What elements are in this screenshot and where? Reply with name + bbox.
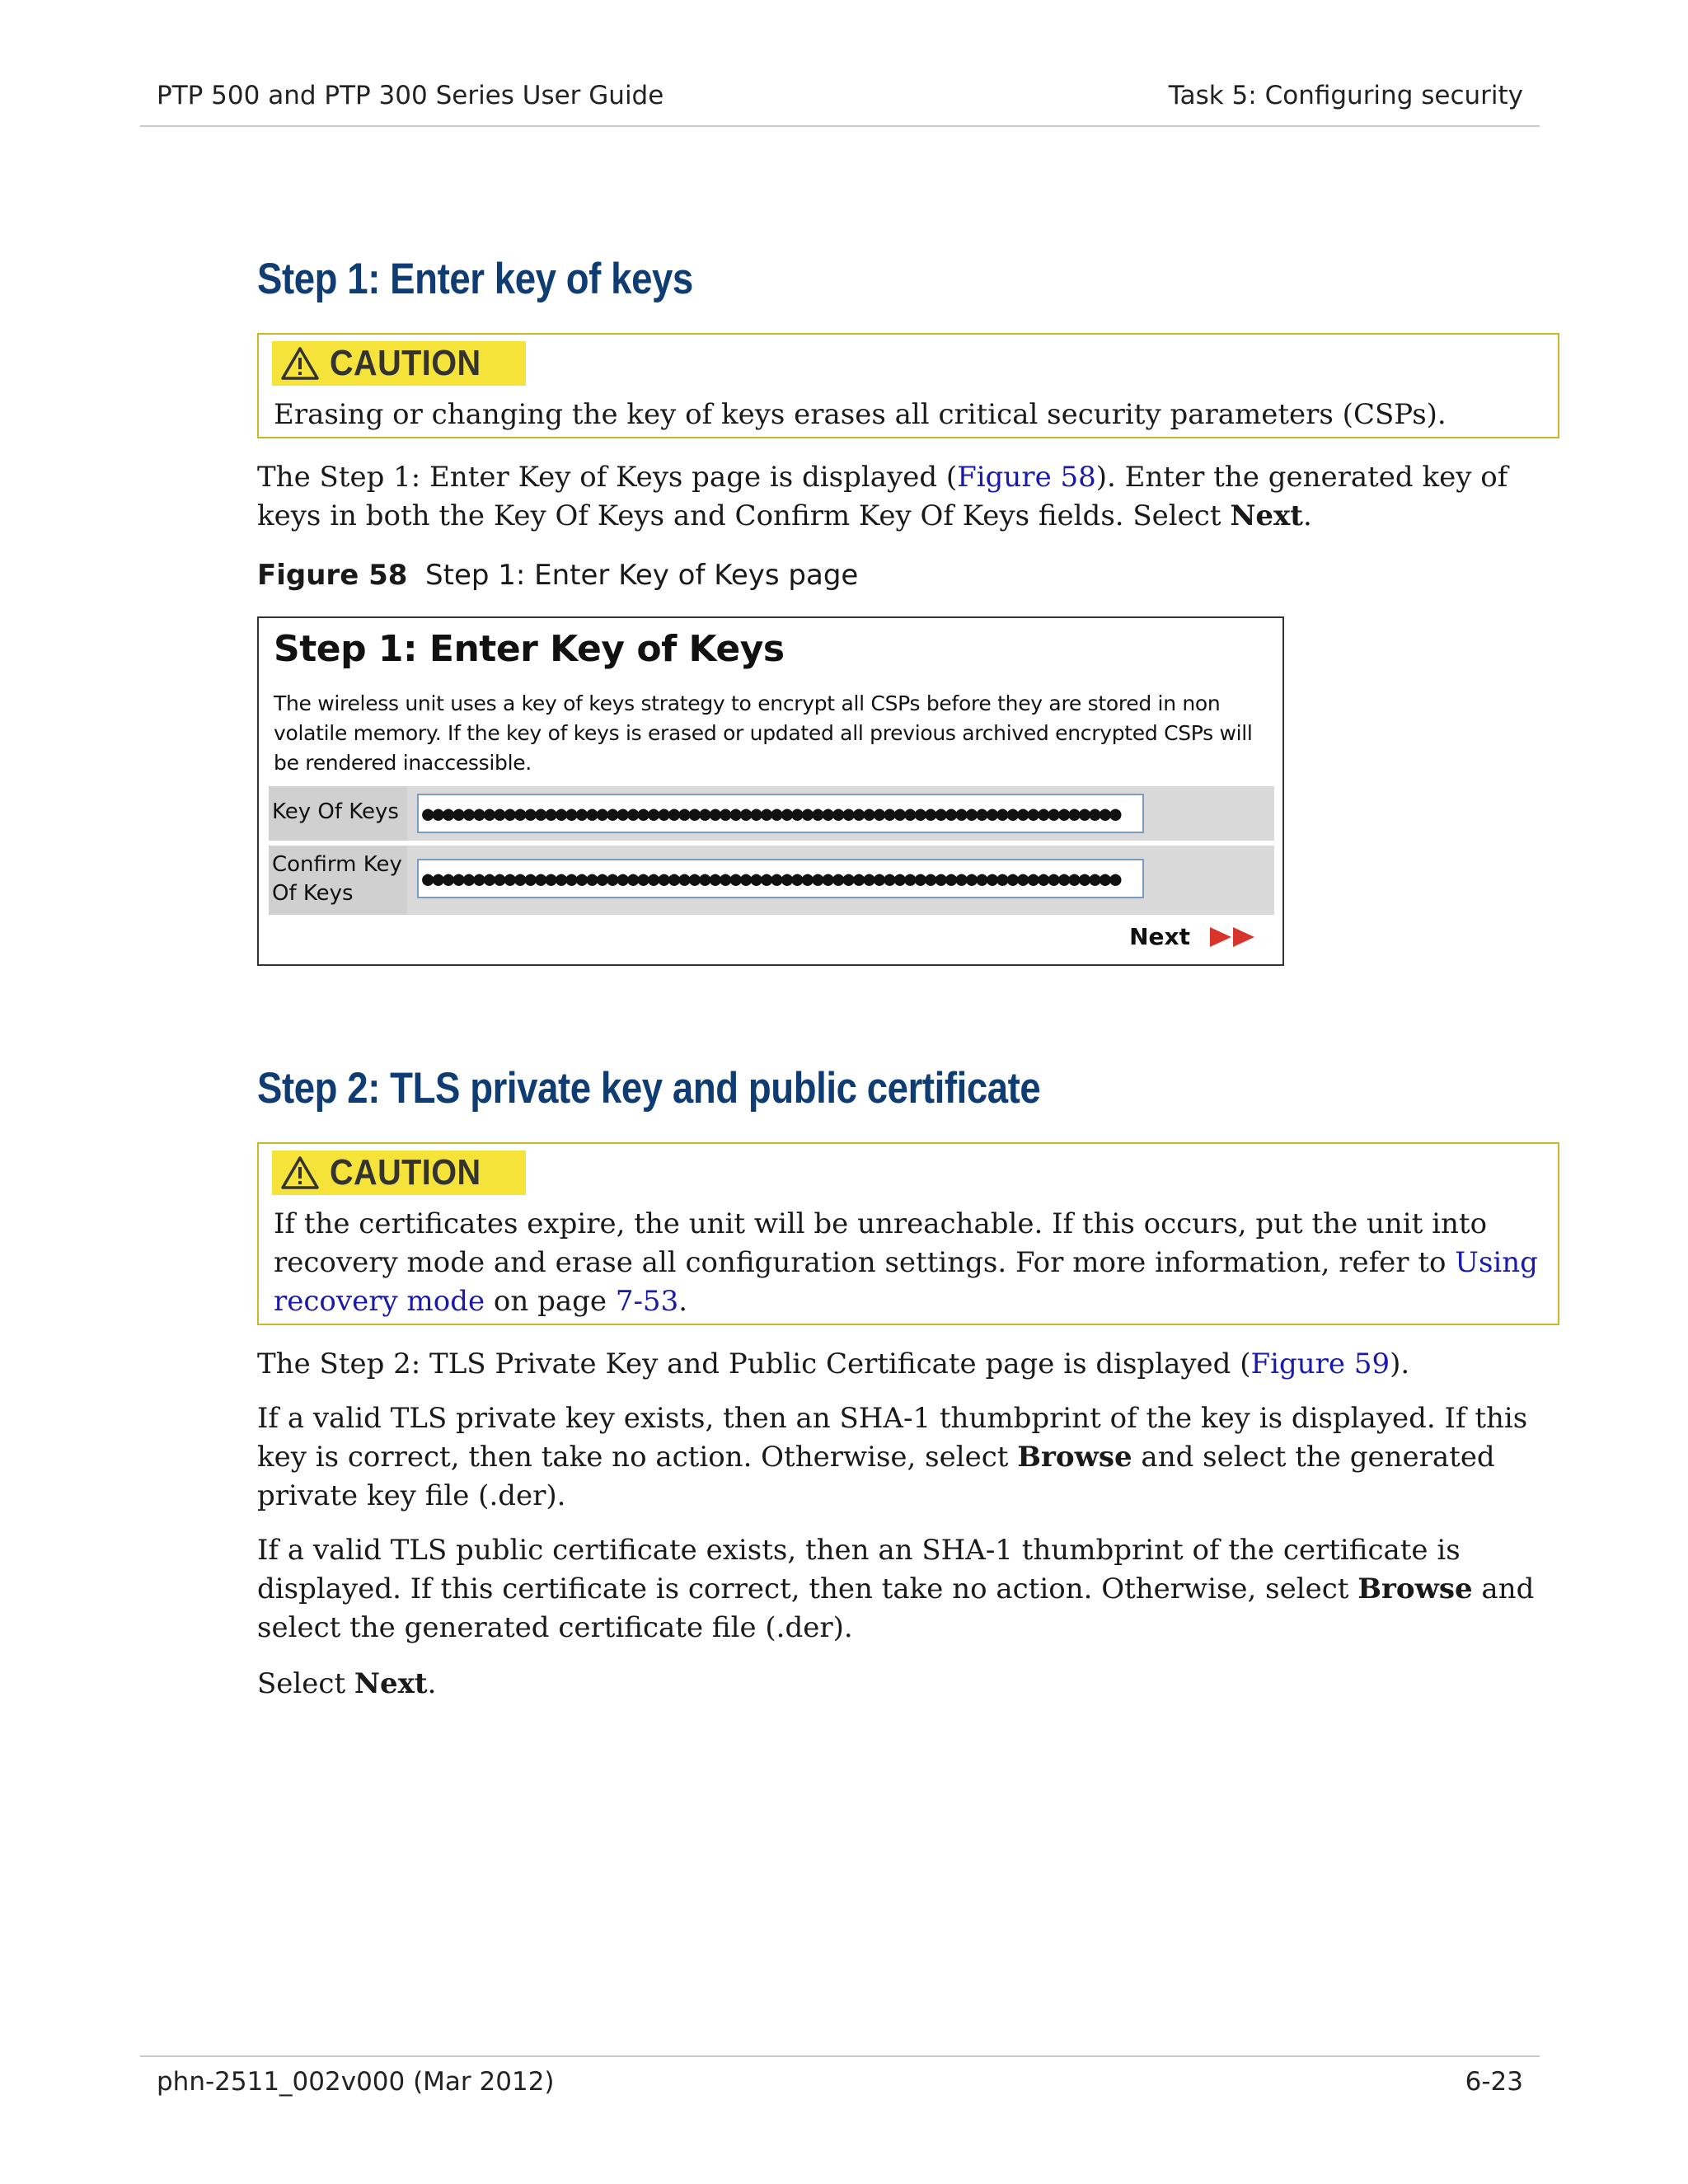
- text-span: and select the generated private key file (.der).: [257, 1441, 1495, 1512]
- caution-label: [272, 341, 526, 386]
- text-span: The Step 2: TLS Private Key and Public Certificate page is displayed (: [257, 1347, 1251, 1380]
- caution-label: [272, 1151, 526, 1195]
- running-header-left: PTP 500 and PTP 300 Series User Guide: [157, 81, 664, 110]
- figure-page-description: The wireless unit uses a key of keys strategy to encrypt all CSPs before they are stored in non volatile memory. If the key of keys is erased or updated all previous archived encrypted CSPs will be rendered inaccessible.: [274, 691, 1253, 775]
- figure-number: Figure 58: [257, 559, 408, 592]
- text-span: If the certificates expire, the unit will be unreachable. If this occurs, put the unit into recovery mode and erase all configuration settings. For more information, refer to: [274, 1207, 1488, 1279]
- header-rule: [140, 125, 1540, 127]
- bold-browse: Browse: [1017, 1441, 1132, 1474]
- step2-paragraph-1: [257, 1345, 1543, 1384]
- footer-page-number: 6-23: [1465, 2067, 1523, 2097]
- figure-caption-text: Step 1: Enter Key of Keys page: [425, 559, 859, 592]
- using-recovery-mode-link[interactable]: Using recovery mode: [274, 1246, 1538, 1318]
- confirm-key-input[interactable]: ●●●●●●●●●●●●●●●●●●●●●●●●●●●●●●●●●●●●●●●●●●●●●●●●●●●●●●●●●●●●●●●●●●●●: [417, 859, 1144, 898]
- warning-icon: [280, 1155, 320, 1190]
- footer-rule: [140, 2055, 1540, 2057]
- text-span: .: [1303, 499, 1312, 532]
- caution-box-step2: [257, 1142, 1559, 1325]
- text-span: Select: [257, 1667, 354, 1700]
- text-span: The Step 1: Enter Key of Keys page is displayed (: [257, 461, 958, 494]
- page-7-53-link[interactable]: 7-53: [615, 1285, 679, 1318]
- text-span: and select the generated certificate file (.der).: [257, 1572, 1535, 1644]
- caution-word: CAUTION: [330, 343, 481, 383]
- caution-box-step1: [257, 333, 1559, 438]
- text-span: on page: [485, 1285, 616, 1318]
- double-arrow-right-icon: [1208, 925, 1258, 949]
- text-span: If a valid TLS public certificate exists, then an SHA-1 thumbprint of the certificate is displayed. If this certificate is correct, then take no action. Otherwise, select: [257, 1534, 1461, 1605]
- confirm-key-row: [269, 846, 1274, 915]
- next-button[interactable]: [1129, 923, 1258, 950]
- text-span: If a valid TLS private key exists, then an SHA-1 thumbprint of the key is displayed. If this key is correct, then take no action. Otherwise, select: [257, 1402, 1528, 1474]
- text-span: .: [427, 1667, 437, 1700]
- bold-next: Next: [1230, 499, 1303, 532]
- figure-caption: [257, 559, 858, 592]
- text-span: .: [678, 1285, 688, 1318]
- caution-word: CAUTION: [330, 1152, 481, 1193]
- caution-text: Erasing or changing the key of keys erases all critical security parameters (CSPs).: [274, 398, 1447, 431]
- key-of-keys-row: [269, 786, 1274, 841]
- key-of-keys-input[interactable]: ●●●●●●●●●●●●●●●●●●●●●●●●●●●●●●●●●●●●●●●●●●●●●●●●●●●●●●●●●●●●●●●●●●●●: [417, 794, 1144, 833]
- caution-text: [274, 1205, 1543, 1321]
- step2-heading: Step 2: TLS private key and public certificate: [257, 1064, 1041, 1113]
- step1-paragraph: [257, 458, 1543, 536]
- figure-58-link[interactable]: Figure 58: [957, 461, 1096, 494]
- key-of-keys-label: Key Of Keys: [269, 786, 407, 841]
- step2-paragraph-2: [257, 1399, 1543, 1516]
- running-header-right: Task 5: Configuring security: [1168, 81, 1523, 110]
- confirm-key-label: Confirm Key Of Keys: [269, 846, 407, 915]
- warning-icon: [280, 346, 320, 381]
- figure-page-title: Step 1: Enter Key of Keys: [274, 628, 785, 670]
- figure-58-screenshot: [257, 616, 1284, 966]
- bold-browse: Browse: [1357, 1572, 1473, 1605]
- step2-paragraph-3: [257, 1531, 1543, 1647]
- bold-next: Next: [354, 1667, 428, 1700]
- footer-left: phn-2511_002v000 (Mar 2012): [157, 2067, 555, 2097]
- next-label: Next: [1129, 923, 1190, 950]
- step2-paragraph-4: [257, 1665, 1543, 1704]
- step1-heading: Step 1: Enter key of keys: [257, 255, 693, 303]
- figure-59-link[interactable]: Figure 59: [1250, 1347, 1390, 1380]
- text-span: ). Enter the generated key of keys in both the Key Of Keys and Confirm Key Of Keys fields. Select: [257, 461, 1508, 532]
- text-span: ).: [1390, 1347, 1410, 1380]
